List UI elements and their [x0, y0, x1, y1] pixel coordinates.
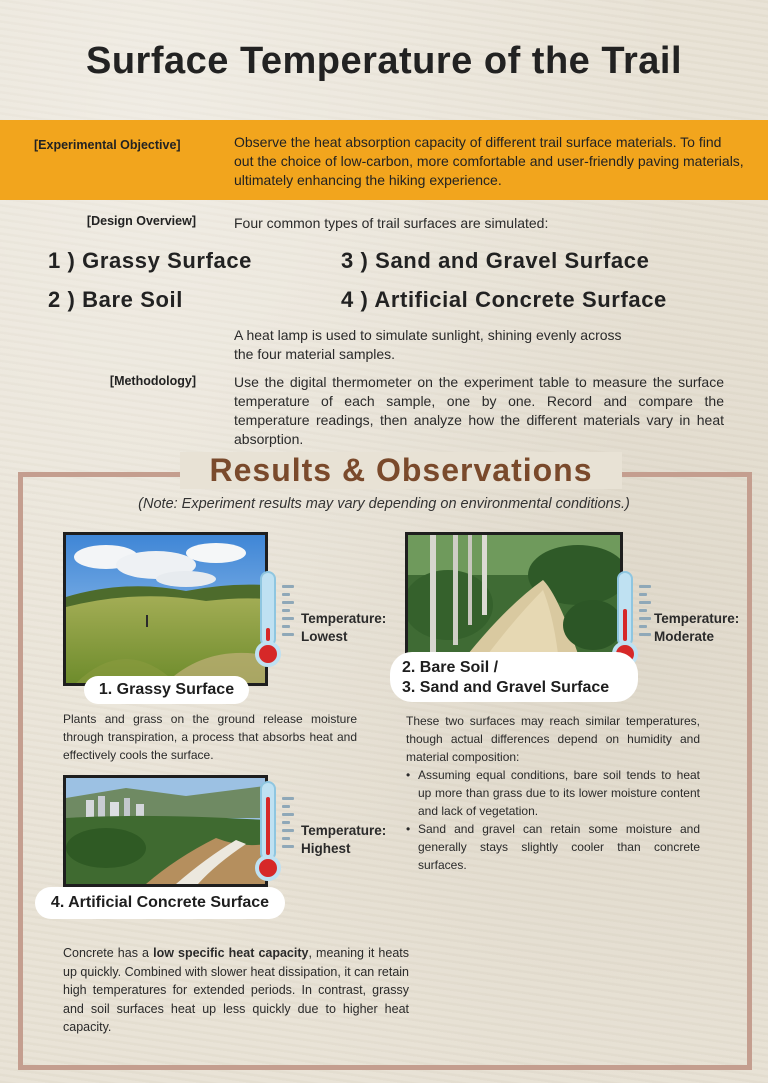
soil-thermo-fill [623, 609, 627, 641]
soil-pill: 2. Bare Soil / 3. Sand and Gravel Surface [390, 652, 638, 702]
results-note: (Note: Experiment results may vary depending on environmental conditions.) [138, 496, 630, 512]
page-title: Surface Temperature of the Trail [85, 40, 683, 82]
list-item: • Assuming equal conditions, bare soil tends to heat up more than grass due to its lower moisture content and lack of vegetation. [406, 766, 700, 820]
soil-photo [405, 532, 623, 657]
concrete-thermo-fill [266, 797, 270, 855]
objective-label: [Experimental Objective] [34, 138, 181, 152]
concrete-description: Concrete has a low specific heat capacity, meaning it heats up quickly. Combined with slower heat dissipation, it can retain high temperatures for extended periods. In contrast, grassy and soil surfaces heat up less quickly due to higher heat capacity. [63, 946, 409, 1034]
concrete-photo [63, 775, 268, 887]
soil-bullet-list [406, 766, 700, 874]
soil-temp-label: Temperature: Moderate [654, 611, 740, 644]
surface-item-concrete: 4 ) Artificial Concrete Surface [341, 287, 667, 312]
soil-scene-image [408, 535, 620, 654]
concrete-thermometer [255, 781, 291, 881]
grassy-scene-image [66, 535, 265, 683]
soil-description: These two surfaces may reach similar temperatures, though actual differences depend on humidity and material composition: • Assuming equal conditions, bare soil tends to heat up more than grass due to its lower moisture content and lack of vegetation. • Sand and gravel can retain some moisture and generally stays slightly cooler than concrete surfaces. [406, 712, 700, 874]
surface-item-grassy: 1 ) Grassy Surface [48, 248, 253, 273]
lamp-note: A heat lamp is used to simulate sunlight, shining evenly across the four material samples. [234, 327, 622, 362]
concrete-temp-label: Temperature: Highest [301, 823, 387, 856]
surface-item-sand-gravel: 3 ) Sand and Gravel Surface [341, 248, 650, 273]
methodology-text: Use the digital thermometer on the experiment table to measure the surface temperature of each sample, one by one. Record and compare the temperature readings, then analyze how the different materials vary in heat absorption. [234, 374, 724, 447]
results-heading: Results & Observations [180, 452, 622, 489]
surface-item-bare-soil: 2 ) Bare Soil [48, 287, 183, 312]
grassy-photo [63, 532, 268, 686]
objective-text: Observe the heat absorption capacity of different trail surface materials. To find out the choice of low-carbon, more comfortable and user-friendly paving materials, ultimately enhancing the hiking experience. [234, 134, 744, 188]
grassy-temp-label: Temperature: Lowest [301, 611, 387, 644]
grassy-thermo-fill [266, 628, 270, 641]
grassy-pill: 1. Grassy Surface [84, 676, 249, 704]
concrete-pill: 4. Artificial Concrete Surface [35, 887, 285, 919]
methodology-label: [Methodology] [109, 374, 196, 388]
grassy-description: Plants and grass on the ground release moisture through transpiration, a process that absorbs heat and effectively cools the surface. [63, 712, 357, 762]
list-item: • Sand and gravel can retain some moisture and generally stays slightly cooler than concrete surfaces. [406, 820, 700, 874]
concrete-scene-image [66, 778, 265, 884]
grassy-thermometer [255, 571, 291, 666]
design-label: [Design Overview] [86, 214, 196, 228]
design-intro: Four common types of trail surfaces are simulated: [234, 215, 549, 231]
